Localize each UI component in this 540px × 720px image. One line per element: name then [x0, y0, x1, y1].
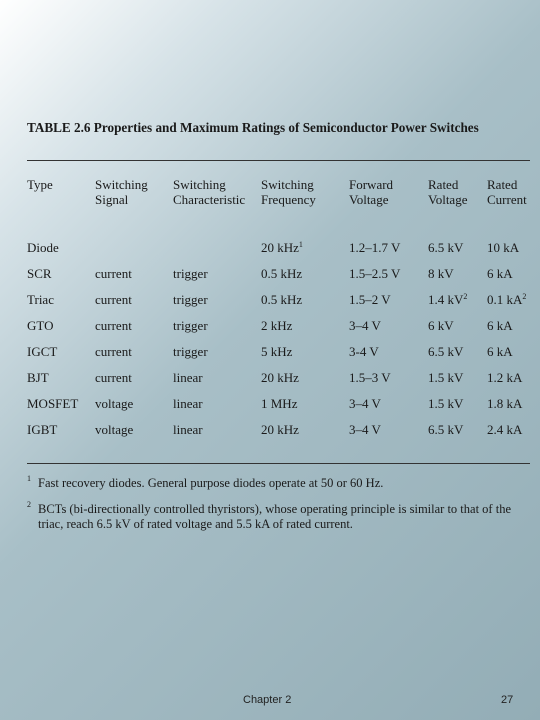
cell-value: 6 kA: [487, 344, 513, 359]
footnote-2: [27, 502, 527, 532]
cell-value: BJT: [27, 370, 49, 385]
table-top-rule: [27, 160, 530, 161]
column-header-type: [27, 177, 53, 192]
cell-value: Triac: [27, 292, 54, 307]
cell-rated-voltage: [428, 240, 463, 256]
cell-rated-voltage: [428, 344, 463, 360]
cell-rated-voltage: [428, 292, 467, 308]
column-header-line: Current: [487, 192, 527, 207]
cell-value: 20 kHz: [261, 370, 299, 385]
cell-value: current: [95, 292, 132, 307]
footnote-text: BCTs (bi-directionally controlled thyristors), whose operating principle is similar to that of the triac, reach 6.5 kV of rated voltage and 5.5 kA of rated current.: [38, 502, 511, 531]
column-header-line: Voltage: [428, 192, 468, 207]
column-header-switching-signal: [95, 177, 148, 207]
cell-switching-signal: [95, 292, 132, 308]
cell-value: 1.8 kA: [487, 396, 523, 411]
cell-value: trigger: [173, 318, 208, 333]
cell-forward-voltage: [349, 292, 391, 308]
cell-rated-voltage: [428, 422, 463, 438]
cell-forward-voltage: [349, 318, 381, 334]
cell-rated-current: [487, 318, 513, 334]
cell-value: 1.5 kV: [428, 370, 464, 385]
cell-switching-characteristic: [173, 266, 208, 282]
cell-rated-current: [487, 292, 526, 308]
cell-value: 1.4 kV: [428, 292, 464, 307]
cell-value: 6.5 kV: [428, 344, 464, 359]
column-header-rated-current: [487, 177, 527, 207]
cell-switching-characteristic: [173, 370, 203, 386]
cell-rated-current: [487, 422, 522, 438]
footnote-reference: 2: [463, 292, 468, 301]
footnote-mark: 1: [27, 474, 31, 483]
cell-value: 3–4 V: [349, 318, 381, 333]
cell-forward-voltage: [349, 240, 400, 256]
cell-value: 6 kA: [487, 318, 513, 333]
footer-page-number: 27: [501, 694, 514, 706]
cell-value: MOSFET: [27, 396, 79, 411]
cell-forward-voltage: [349, 266, 400, 282]
cell-value: 6 kA: [487, 266, 513, 281]
table-bottom-rule: [27, 463, 530, 464]
cell-switching-frequency: [261, 370, 299, 386]
cell-value: voltage: [95, 396, 134, 411]
cell-rated-voltage: [428, 318, 454, 334]
cell-type: [27, 292, 54, 308]
cell-rated-current: [487, 396, 522, 412]
cell-value: linear: [173, 422, 203, 437]
cell-value: voltage: [95, 422, 134, 437]
cell-switching-characteristic: [173, 344, 208, 360]
cell-value: IGCT: [27, 344, 58, 359]
column-header-line: Switching: [261, 177, 314, 192]
column-header-line: Type: [27, 177, 53, 192]
cell-value: 3-4 V: [349, 344, 379, 359]
cell-forward-voltage: [349, 396, 381, 412]
cell-switching-characteristic: [173, 292, 208, 308]
cell-value: 6.5 kV: [428, 240, 464, 255]
cell-value: 10 kA: [487, 240, 520, 255]
cell-value: SCR: [27, 266, 52, 281]
footnote-text: Fast recovery diodes. General purpose diodes operate at 50 or 60 Hz.: [38, 476, 384, 490]
cell-value: 6 kV: [428, 318, 454, 333]
cell-type: [27, 370, 49, 386]
cell-forward-voltage: [349, 422, 381, 438]
cell-value: 20 kHz: [261, 240, 299, 255]
cell-value: 1.2 kA: [487, 370, 523, 385]
column-header-line: Signal: [95, 192, 129, 207]
cell-value: Diode: [27, 240, 59, 255]
cell-forward-voltage: [349, 370, 391, 386]
cell-switching-frequency: [261, 266, 302, 282]
cell-rated-voltage: [428, 266, 454, 282]
cell-switching-frequency: [261, 318, 292, 334]
cell-value: 6.5 kV: [428, 422, 464, 437]
cell-value: 0.1 kA: [487, 292, 523, 307]
column-header-line: Forward: [349, 177, 394, 192]
cell-type: [27, 344, 57, 360]
footnote-mark: 2: [27, 500, 31, 509]
cell-switching-signal: [95, 422, 133, 438]
cell-value: current: [95, 266, 132, 281]
footnote-reference: 1: [298, 240, 303, 249]
cell-type: [27, 318, 53, 334]
column-header-line: Rated: [428, 177, 459, 192]
cell-switching-signal: [95, 318, 132, 334]
cell-value: 1.5–3 V: [349, 370, 391, 385]
cell-switching-characteristic: [173, 422, 203, 438]
column-header-switching-characteristic: [173, 177, 245, 207]
column-header-rated-voltage: [428, 177, 467, 207]
cell-value: current: [95, 318, 132, 333]
column-header-line: Switching: [173, 177, 226, 192]
cell-switching-characteristic: [173, 396, 203, 412]
cell-switching-frequency: [261, 396, 297, 412]
cell-value: 5 kHz: [261, 344, 293, 359]
cell-switching-signal: [95, 370, 132, 386]
cell-value: 1.5–2.5 V: [349, 266, 401, 281]
cell-type: [27, 266, 52, 282]
table-title: TABLE 2.6 Properties and Maximum Ratings of Semiconductor Power Switches: [27, 120, 479, 135]
cell-rated-current: [487, 370, 522, 386]
cell-value: 2 kHz: [261, 318, 293, 333]
cell-value: 20 kHz: [261, 422, 299, 437]
cell-value: 0.5 kHz: [261, 292, 303, 307]
cell-value: current: [95, 370, 132, 385]
cell-switching-signal: [95, 344, 132, 360]
column-header-forward-voltage: [349, 177, 393, 207]
column-header-switching-frequency: [261, 177, 316, 207]
cell-value: IGBT: [27, 422, 58, 437]
cell-type: [27, 422, 57, 438]
footnote-1: [27, 476, 527, 491]
cell-value: trigger: [173, 344, 208, 359]
footnote-reference: 2: [522, 292, 527, 301]
cell-value: 1.5 kV: [428, 396, 464, 411]
cell-value: GTO: [27, 318, 54, 333]
cell-value: current: [95, 344, 132, 359]
cell-value: 3–4 V: [349, 422, 381, 437]
cell-value: 2.4 kA: [487, 422, 523, 437]
footer-chapter: Chapter 2: [243, 694, 292, 706]
cell-switching-signal: [95, 396, 133, 412]
cell-value: 0.5 kHz: [261, 266, 303, 281]
column-header-line: Voltage: [349, 192, 389, 207]
cell-type: [27, 240, 59, 256]
column-header-line: Switching: [95, 177, 148, 192]
cell-switching-characteristic: [173, 318, 208, 334]
cell-value: linear: [173, 396, 203, 411]
cell-value: trigger: [173, 292, 208, 307]
cell-switching-frequency: [261, 240, 303, 256]
cell-value: 1.5–2 V: [349, 292, 391, 307]
cell-value: 1.2–1.7 V: [349, 240, 401, 255]
cell-switching-signal: [95, 266, 132, 282]
column-header-line: Characteristic: [173, 192, 246, 207]
cell-type: [27, 396, 78, 412]
column-header-line: Frequency: [261, 192, 316, 207]
cell-forward-voltage: [349, 344, 379, 360]
cell-switching-frequency: [261, 292, 302, 308]
cell-value: 1 MHz: [261, 396, 298, 411]
cell-rated-voltage: [428, 396, 463, 412]
cell-rated-current: [487, 240, 519, 256]
cell-switching-frequency: [261, 344, 292, 360]
cell-rated-current: [487, 344, 513, 360]
cell-value: 8 kV: [428, 266, 454, 281]
cell-rated-voltage: [428, 370, 463, 386]
cell-value: trigger: [173, 266, 208, 281]
column-header-line: Rated: [487, 177, 518, 192]
cell-value: 3–4 V: [349, 396, 381, 411]
cell-switching-frequency: [261, 422, 299, 438]
cell-rated-current: [487, 266, 513, 282]
cell-value: linear: [173, 370, 203, 385]
